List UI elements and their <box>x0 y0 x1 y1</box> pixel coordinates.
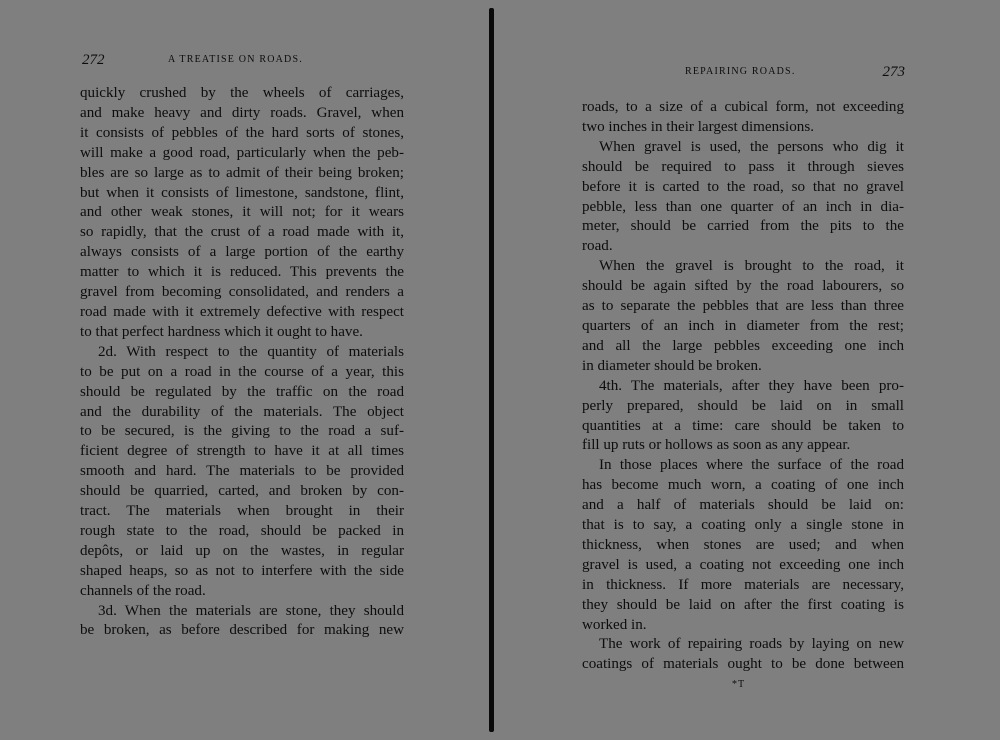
text-line: The work of repairing roads by laying on new <box>599 636 904 653</box>
text-line: When the gravel is brought to the road, it <box>599 258 904 275</box>
paragraph <box>582 138 904 257</box>
text-line: in thickness. If more materials are necessary, <box>582 576 904 593</box>
text-line: so rapidly, that the crust of a road made with it, <box>80 224 404 241</box>
text-line: coatings of materials ought to be done between <box>582 656 904 673</box>
text-line: as to separate the pebbles that are less than three <box>582 298 904 315</box>
text-line: rough state to the road, should be packed in <box>80 522 404 539</box>
text-line: will make a good road, particularly when the peb- <box>80 144 404 161</box>
text-line: perly prepared, should be laid on in small <box>582 397 904 414</box>
text-line: quarters of an inch in diameter from the rest; <box>582 317 904 334</box>
text-line: smooth and hard. The materials to be provided <box>80 463 404 480</box>
text-line: gravel from becoming consolidated, and renders a <box>80 284 404 301</box>
running-title: REPAIRING ROADS. <box>685 66 796 77</box>
paragraph <box>582 98 904 138</box>
text-line: should be quarried, carted, and broken by con- <box>80 483 404 500</box>
text-line: always consists of a large portion of the earthy <box>80 244 404 261</box>
paragraph <box>80 602 404 642</box>
paragraph <box>582 257 904 376</box>
signature-mark: *T <box>732 679 746 690</box>
right-page-header <box>582 66 904 86</box>
text-line: tract. The materials when brought in their <box>80 503 404 520</box>
paragraph <box>80 84 404 343</box>
running-title: A TREATISE ON ROADS. <box>168 54 303 65</box>
text-line: 4th. The materials, after they have been pro- <box>599 377 904 394</box>
paragraph <box>582 635 904 675</box>
text-line: it consists of pebbles of the hard sorts of stones, <box>80 124 404 141</box>
text-line: bles are so large as to admit of their being broken; <box>80 164 404 181</box>
text-line: to that perfect hardness which it ought to have. <box>80 323 363 340</box>
right-page-body <box>582 98 904 675</box>
left-page-body <box>80 84 404 641</box>
text-line: road made with it extremely defective with respect <box>80 303 404 320</box>
text-line: they should be laid on after the first coating is <box>582 596 904 613</box>
text-line: matter to which it is reduced. This prevents the <box>80 264 404 281</box>
text-line: to be secured, is the giving to the road a suf- <box>80 423 404 440</box>
text-line: worked in. <box>582 616 647 633</box>
page-number: 273 <box>882 64 905 80</box>
text-line: before it is carted to the road, so that no gravel <box>582 178 904 195</box>
text-line: fill up ruts or hollows as soon as any appear. <box>582 437 851 454</box>
text-line: quantities at a time: care should be taken to <box>582 417 904 434</box>
text-line: and other weak stones, it will not; for it wears <box>80 204 404 221</box>
text-line: has become much worn, a coating of one inch <box>582 477 904 494</box>
text-line: should be again sifted by the road labourers, so <box>582 278 904 295</box>
left-page-header <box>80 54 404 74</box>
text-line: should be regulated by the traffic on the road <box>80 383 404 400</box>
text-line: two inches in their largest dimensions. <box>582 118 814 135</box>
text-line: 2d. With respect to the quantity of materials <box>98 343 404 360</box>
paragraph <box>80 343 404 602</box>
text-line: gravel is used, a coating not exceeding one inch <box>582 556 904 573</box>
text-line: channels of the road. <box>80 582 206 599</box>
paragraph <box>582 377 904 457</box>
text-line: and the durability of the materials. The object <box>80 403 404 420</box>
text-line: road. <box>582 238 613 255</box>
text-line: but when it consists of limestone, sandstone, flint, <box>80 184 404 201</box>
page-number: 272 <box>82 52 105 68</box>
text-line: 3d. When the materials are stone, they should <box>98 602 404 619</box>
text-line: should be required to pass it through sieves <box>582 158 904 175</box>
text-line: to be put on a road in the course of a year, this <box>80 363 404 380</box>
paragraph <box>582 456 904 635</box>
text-line: In those places where the surface of the road <box>599 457 904 474</box>
text-line: in diameter should be broken. <box>582 357 762 374</box>
text-line: meter, should be carried from the pits to the <box>582 218 904 235</box>
text-line: and make heavy and dirty roads. Gravel, when <box>80 104 404 121</box>
text-line: quickly crushed by the wheels of carriages, <box>80 85 404 101</box>
text-line: pebble, less than one quarter of an inch in dia- <box>582 198 904 215</box>
text-line: depôts, or laid up on the wastes, in regular <box>80 542 404 559</box>
text-line: ficient degree of strength to have it at all times <box>80 443 404 460</box>
text-line: be broken, as before described for making new <box>80 622 404 639</box>
left-page <box>80 0 404 740</box>
right-page <box>582 0 904 740</box>
text-line: roads, to a size of a cubical form, not exceeding <box>582 99 904 115</box>
text-line: shaped heaps, so as not to interfere with the side <box>80 562 404 579</box>
text-line: that is to say, a coating only a single stone in <box>582 517 904 534</box>
text-line: and a half of materials should be laid on: <box>582 497 904 514</box>
text-line: When gravel is used, the persons who dig it <box>599 138 904 155</box>
book-gutter <box>489 8 494 732</box>
text-line: and all the large pebbles exceeding one inch <box>582 337 904 354</box>
text-line: thickness, when stones are used; and when <box>582 536 904 553</box>
